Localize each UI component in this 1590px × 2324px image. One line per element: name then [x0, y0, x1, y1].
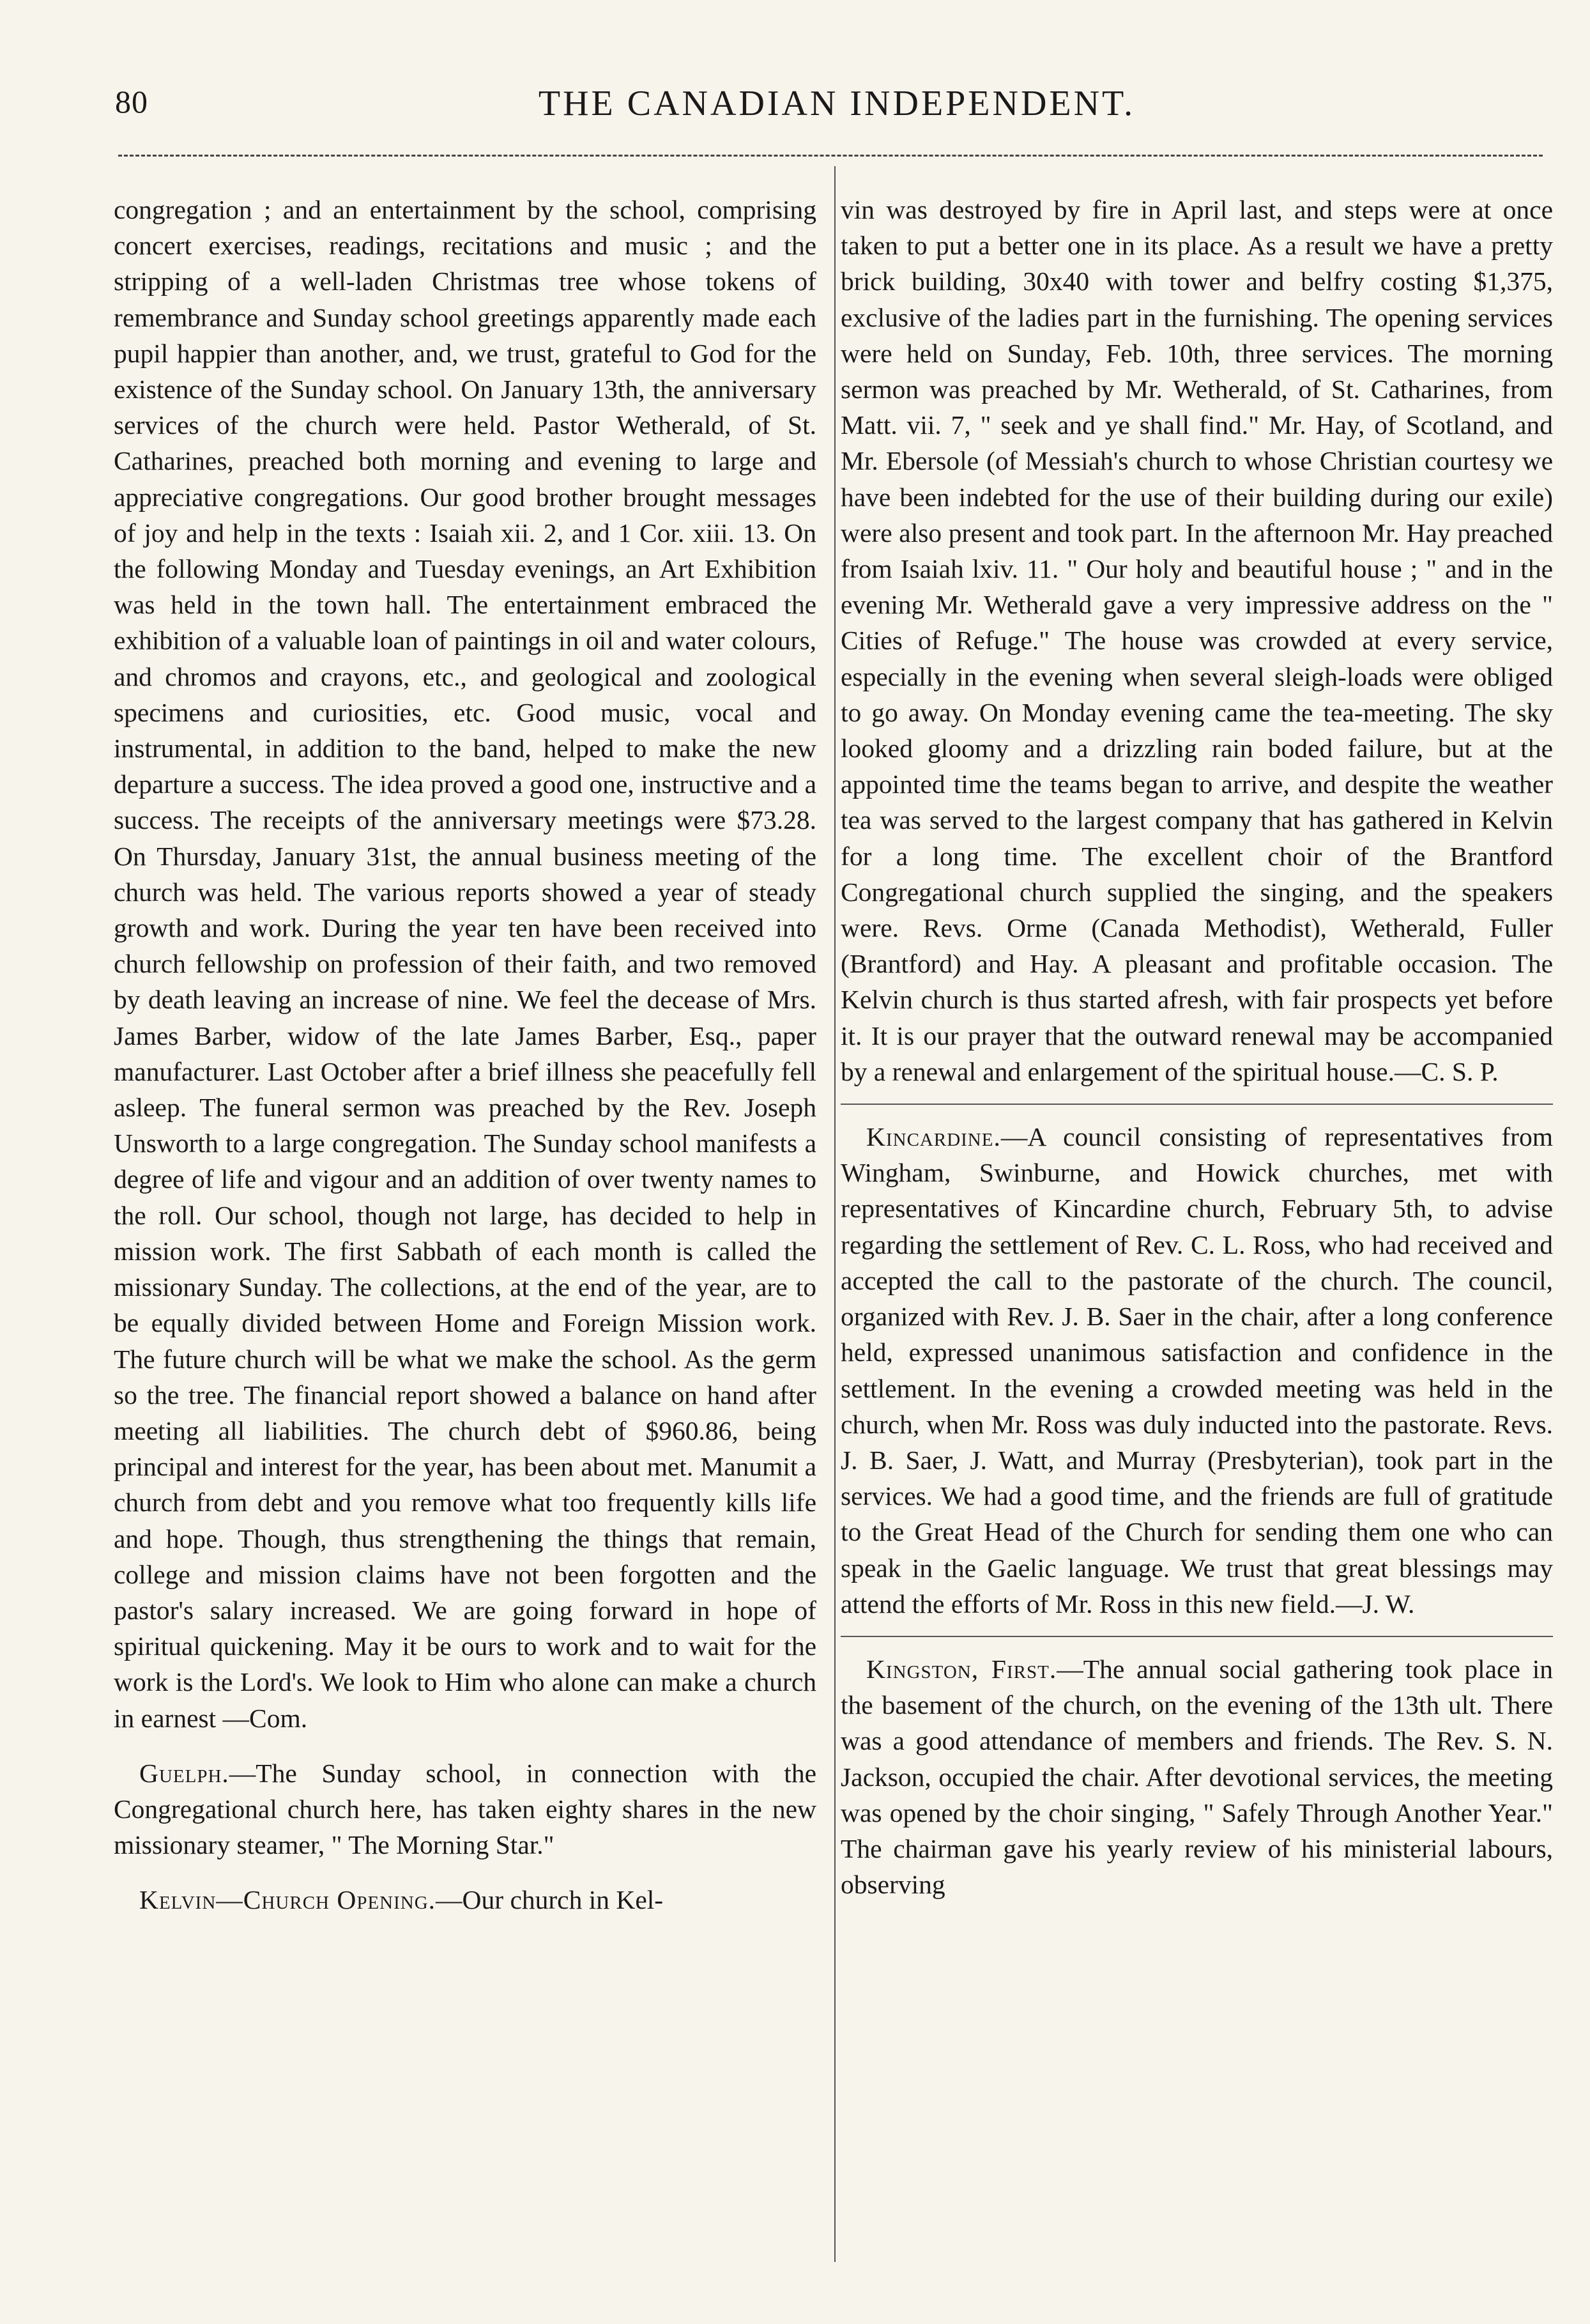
left-column: [114, 192, 816, 1918]
kincardine-item: [841, 1104, 1553, 1622]
page-number: 80: [115, 84, 148, 119]
article-paragraph: congregation ; and an entertainment by the school, comprising concert exercises, readings, recitations and music ; and the stripping of a well-laden Christmas tree whose tokens of remembrance and Sunday school greetings apparently made each pupil happier than another, and, we trust, grateful to God for the existence of the Sunday school. On January 13th, the anniversary services of the church were held. Pastor Wetherald, of St. Catharines, preached both morning and evening to large and appreciative congregations. Our good brother brought messages of joy and help in the texts : Isaiah xii. 2, and 1 Cor. xiii. 13. On the following Monday and Tuesday evenings, an Art Exhibition was held in the town hall. The entertainment embraced the exhibition of a valuable loan of paintings in oil and water colours, and chromos and crayons, etc., and geological and zoological specimens and curiosities, etc. Good music, vocal and instrumental, in addition to the band, helped to make the new departure a success. The idea proved a good one, instructive and a success. The receipts of the anniversary meetings were $73.28. On Thursday, January 31st, the annual business meeting of the church was held. The various reports showed a year of steady growth and work. During the year ten have been received into church fellowship on profession of their faith, and two removed by death leaving an increase of nine. We feel the decease of Mrs. James Barber, widow of the late James Barber, Esq., paper manufacturer. Last October after a brief illness she peacefully fell asleep. The funeral sermon was preached by the Rev. Joseph Unsworth to a large congregation. The Sunday school manifests a degree of life and vigour and an addition of over twenty names to the roll. Our school, though not large, has decided to help in mission work. The first Sabbath of each month is called the missionary Sunday. The collections, at the end of the year, are to be equally divided between Home and Foreign Mission work. The future church will be what we make the school. As the germ so the tree. The financial report showed a balance on hand after meeting all liabilities. The church debt of $960.86, being principal and interest for the year, has been about met. Manumit a church from debt and you remove what too frequently kills life and hope. Though, thus strengthening the things that remain, college and mission claims have not been forgotten and the pastor's salary increased. We are going forward in hope of spiritual quickening. May it be ours to work and to wait for the work is the Lord's. We look to Him who alone can make a church in earnest —Com.: [114, 195, 816, 1733]
kincardine-heading: Kincardine.: [866, 1122, 1001, 1152]
kincardine-body: —A council consisting of representatives from Wingham, Swinburne, and Howick churches, met with representatives of Kincardine church, February 5th, to advise regarding the settlement of Rev. C. L. Ross, who had received and accepted the call to the pastorate of the church. The council, organized with Rev. J. B. Saer in the chair, after a long conference held, expressed unanimous satisfaction and confidence in the settlement. In the evening a crowded meeting was held in the church, when Mr. Ross was duly inducted into the pastorate. Revs. J. B. Saer, J. Watt, and Murray (Presbyterian), took part in the services. We had a good time, and the friends are full of gratitude to the Great Head of the Church for sending them one who can speak in the Gaelic language. We trust that great blessings may attend the efforts of Mr. Ross in this new field.—J. W.: [841, 1122, 1553, 1619]
kelvin-item: [114, 1882, 816, 1918]
kingston-heading: Kingston, First.: [866, 1654, 1057, 1684]
kingston-body: —The annual social gathering took place in the basement of the church, on the evening of the 13th ult. There was a good attendance of members and friends. The Rev. S. N. Jackson, occupied the chair. After devotional services, the meeting was opened by the choir singing, " Safely Through Another Year." The chairman gave his yearly review of his ministerial labours, observing: [841, 1654, 1554, 1900]
journal-title: THE CANADIAN INDEPENDENT.: [538, 84, 1136, 123]
header-rule: [118, 155, 1543, 157]
kelvin-heading: Kelvin—Church Opening.: [139, 1885, 436, 1915]
kelvin-body: —Our church in Kel-: [436, 1885, 664, 1915]
guelph-body: —The Sunday school, in connection with the Congregational church here, has taken eighty shares in the new missionary steamer, " The Morning Star.": [114, 1758, 816, 1860]
column-divider: [834, 166, 836, 2262]
kelvin-continuation: vin was destroyed by fire in April last, and steps were at once taken to put a better one in its place. As a result we have a pretty brick building, 30x40 with tower and belfry costing $1,375, exclusive of the ladies part in the furnishing. The opening services were held on Sunday, Feb. 10th, three services. The morning sermon was preached by Mr. Wetherald, of St. Catharines, from Matt. vii. 7, " seek and ye shall find." Mr. Hay, of Scotland, and Mr. Ebersole (of Messiah's church to whose Christian courtesy we have been indebted for the use of their building during our exile) were also present and took part. In the afternoon Mr. Hay preached from Isaiah lxiv. 11. " Our holy and beautiful house ; " and in the evening Mr. Wetherald gave a very impressive address on the " Cities of Refuge." The house was crowded at every service, especially in the evening when several sleigh-loads were obliged to go away. On Monday evening came the tea-meeting. The sky looked gloomy and a drizzling rain boded failure, but at the appointed time the teams began to arrive, and despite the weather tea was served to the largest company that has gathered in Kelvin for a long time. The excellent choir of the Brantford Congregational church supplied the singing, and the speakers were. Revs. Orme (Canada Methodist), Wetherald, Fuller (Brantford) and Hay. A pleasant and profitable occasion. The Kelvin church is thus started afresh, with fair prospects yet before it. It is our prayer that the outward renewal may be accompanied by a renewal and enlargement of the spiritual house.—C. S. P.: [841, 195, 1553, 1086]
guelph-heading: Guelph.: [139, 1758, 229, 1788]
kingston-item: [841, 1636, 1553, 1902]
guelph-item: [114, 1755, 816, 1863]
right-column: [841, 192, 1553, 1902]
page-header: [115, 83, 1559, 134]
